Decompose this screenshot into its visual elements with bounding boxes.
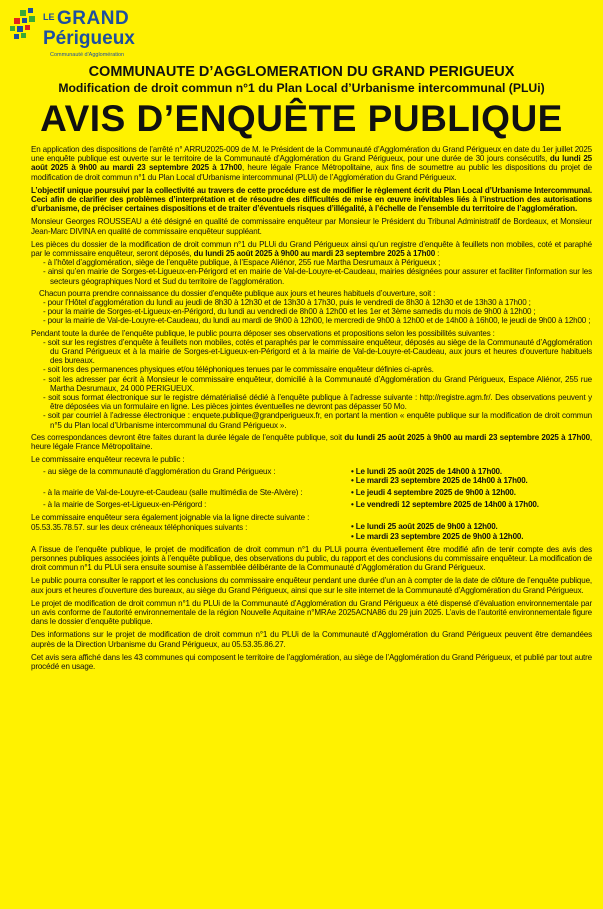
list-item: - soit les adresser par écrit à Monsieur le commissaire enquêteur, domicilié à la Communauté d’Agglomération du Grand Périgueux, Espace Aliénor, 255 rue Martha Desrumaux, 24 000 PERIGUEUX.: [43, 374, 592, 393]
paragraph-report: Le public pourra consulter le rapport et les conclusions du commissaire enquêteur pendant une durée d’un an à compter de la date de clôture de l’enquête publique, aux jours et heures d’ouverture des bureaux, au siège du Grand Périgueux, ainsi que sur le site internet de la Communauté d’Agglomération du Grand Périgueux.: [31, 576, 592, 595]
logo-subtitle: Communauté d'Agglomération: [50, 52, 125, 58]
paragraph-environment: Le projet de modification de droit commun n°1 du PLUi de la Communauté d’Agglomération du Grand Périgueux a été dispensé d’évaluation environnementale par un avis conforme de l’autorité environnementale de la région Nouvelle Aquitaine n°MRAe 2025ACNA86 du 29 juin 2025. L’avis de l’autorité environnementale figure dans le dossier d’enquête publique.: [31, 598, 592, 627]
observation-methods-list: [31, 338, 592, 430]
reception-dates: • Le lundi 25 août 2025 de 14h00 à 17h00. • Le mardi 23 septembre 2025 de 14h00 à 17h00.: [351, 466, 528, 485]
logo-squares-icon: [6, 4, 46, 54]
list-item: - pour la mairie de Sorges-et-Ligueux-en-Périgord, du lundi au vendredi de 8h00 à 12h00 et les 1er et 3ème samedis du mois de 9h00 à 12h00 ;: [43, 307, 536, 317]
notice-title: AVIS D’ENQUÊTE PUBLIQUE: [40, 98, 563, 139]
paragraph-display: Cet avis sera affiché dans les 43 communes qui composent le territoire de l’agglomération, au siège de l’Agglomération du Grand Périgueux, et publié par tout autre procédé en usage.: [31, 652, 592, 671]
logo-perigueux: Périgueux: [43, 28, 135, 49]
reception-place: - à la mairie de Sorges-et-Ligueux-en-Périgord :: [43, 500, 207, 510]
list-item: - soit par courriel à l’adresse électronique : enquete.publique@grandperigueux.fr, en portant la mention « enquête publique sur la modification de droit commun n°5 du Plan local d’Urbanisme intercommunal du Grand Périgueux ».: [43, 411, 592, 430]
list-item: - à l’hôtel d’agglomération, siège de l’enquête publique, à l’Espace Aliénor, 255 rue Martha Desrumaux à Périgueux ;: [43, 258, 441, 268]
notice-body: [31, 145, 592, 675]
paragraph-commissioner: Monsieur Georges ROUSSEAU a été désigné en qualité de commissaire enquêteur par Monsieur le Président du Tribunal Administratif de Bordeaux, et Monsieur Jean-Marc DIVINA en qualité de commissaire enquêteur suppléant.: [31, 217, 592, 236]
reception-place: - à la mairie de Val-de-Louyre-et-Caudeau (salle multimédia de Ste-Alvère) :: [43, 487, 303, 497]
paragraph-after-inquiry: A l’issue de l’enquête publique, le projet de modification de droit commun n°1 du PLUi pourra éventuellement être modifié afin de tenir compte des avis des personnes publiques associées joints à l’enquête publique, des observations du public, du rapport et des conclusions du commissaire enquêteur. La modification de droit commun n°1 du PLUi sera ensuite soumise à l’assemblée délibérante de la Communauté d’Agglomération du Grand Périgueux.: [31, 544, 592, 573]
phone-dates: • Le lundi 25 août 2025 de 9h00 à 12h00. • Le mardi 23 septembre 2025 de 9h00 à 12h00.: [351, 522, 524, 541]
list-item: - soit lors des permanences physiques et/ou téléphoniques tenues par le commissaire enquêteur définies ci-après.: [43, 365, 434, 375]
reception-place: - au siège de la communauté d’agglomération du Grand Périgueux :: [43, 466, 276, 476]
dossier-locations-list: [31, 258, 592, 286]
paragraph-consultation: Chacun pourra prendre connaissance du dossier d’enquête publique aux jours et heures habituels d’ouverture, soit :: [39, 288, 436, 298]
reception-dates: • Le jeudi 4 septembre 2025 de 9h00 à 12h00.: [351, 487, 516, 497]
reception-schedule: [31, 467, 592, 510]
paragraph-intro: En application des dispositions de l’arrêté n° ARRU2025-009 de M. le Président de la Communauté d’Agglomération du Grand Périgueux en date du 1er juillet 2025 une enquête publique est ouverte sur le territoire de la Communauté d’Agglomération du Grand Périgueux, pour une durée de 30 jours consécutifs, du lundi 25 août 2025 à 9h00 au mardi 23 septembre 2025 à 17h00, heure légale France Métropolitaine, aux fins de soumettre au public les dispositions du projet de modification de droit commun n°1 du Plan Local d’Urbanisme intercommunal (PLUi) de l’Agglomération du Grand Périgueux.: [31, 145, 592, 182]
grand-perigueux-logo: [6, 4, 176, 64]
paragraph-objective: L’objectif unique poursuivi par la collectivité au travers de cette procédure est de modifier le règlement écrit du Plan Local d’Urbanisme Intercommunal. Ceci afin de clarifier des problèmes d’interprétation et de résoudre des difficultés de mise en œuvre inévitables liés à l’instruction des autorisations d’urbanisme, de préciser certaines dispositions et de traiter d’éventuels risques d’illégalité, à l’échelle de l’ensemble du territoire de l’agglomération.: [31, 185, 592, 214]
paragraph-information: Des informations sur le projet de modification de droit commun n°1 du PLUi de la Communauté d’Agglomération du Grand Périgueux peuvent être demandées auprès de la Direction Urbanisme du Grand Périgueux, au 05.53.35.86.27.: [31, 630, 592, 649]
phone-schedule: [31, 513, 592, 540]
paragraph-reception-intro: Le commissaire enquêteur recevra le public :: [31, 455, 185, 465]
opening-hours-list: [31, 298, 592, 326]
list-item: - soit sur les registres d’enquête à feuillets non mobiles, cotés et paraphés par le commissaire enquêteur, déposés au siège de la Communauté d’Agglomération du Grand Périgueux et à la mairie de Sorges-et-Ligueux-en-Périgord et à la mairie de Val-de-Louyre-et-Caudeau, aux jours et heures d’ouverture habituels des bureaux.: [43, 337, 592, 366]
logo-grand: GRAND: [57, 8, 130, 29]
list-item: - pour la mairie de Val-de-Louyre-et-Caudeau, du lundi au mardi de 9h00 à 12h00, le mercredi de 9h00 à 12h00 et de 14h00 à 16h00, le jeudi de 9h00 à 12h00 ;: [43, 316, 591, 326]
list-item: - pour l’Hôtel d’agglomération du lundi au jeudi de 8h30 à 12h30 et de 13h30 à 17h30, puis le vendredi de 8h30 à 12h30 et de 13h30 à 17h00 ;: [43, 298, 531, 308]
subject-title: Modification de droit commun n°1 du Plan Local d’Urbanisme intercommunal (PLUi): [58, 81, 545, 95]
paragraph-dossier: Les pièces du dossier de la modification de droit commun n°1 du PLUi du Grand Périgueux ainsi qu’un registre d’enquête à feuillets non mobiles, coté et paraphé par le commissaire enquêteur, seront déposés, du lundi 25 août 2025 à 9h00 au mardi 23 septembre 2025 à 17h00 :: [31, 239, 592, 259]
paragraph-correspondence: Ces correspondances devront être faites durant la durée légale de l’enquête publique, soit du lundi 25 août 2025 à 9h00 au mardi 23 septembre 2025 à 17h00, heure légale France Métropolitaine.: [31, 432, 592, 452]
logo-le: LE: [43, 12, 55, 22]
organization-title: COMMUNAUTE D’AGGLOMERATION DU GRAND PERIGUEUX: [88, 64, 515, 80]
paragraph-observations: Pendant toute la durée de l’enquête publique, le public pourra déposer ses observations et propositions selon les possibilités suivantes :: [31, 328, 495, 338]
list-item: - ainsi qu’en mairie de Sorges-et-Ligueux-en-Périgord et en mairie de Val-de-Louyre-et-Caudeau, mairies désignées pour assurer et faciliter l’information sur les secteurs géographiques Nord et Sud du territoire de l’agglomération.: [43, 267, 592, 286]
list-item: - soit sous format électronique sur le registre dématérialisé dédié à l’enquête publique à l’adresse suivante : http://registre.agm.fr/. Des observations peuvent y être déposées via un formulaire en ligne. Les pièces jointes éventuelles ne devront pas dépasser 50 Mo.: [43, 393, 592, 412]
reception-dates: • Le vendredi 12 septembre 2025 de 14h00 à 17h00.: [351, 500, 539, 510]
phone-line: Le commissaire enquêteur sera également joignable via la ligne directe suivante : 05.53.35.78.57. sur les deux créneaux téléphoniques suivants :: [31, 513, 310, 532]
